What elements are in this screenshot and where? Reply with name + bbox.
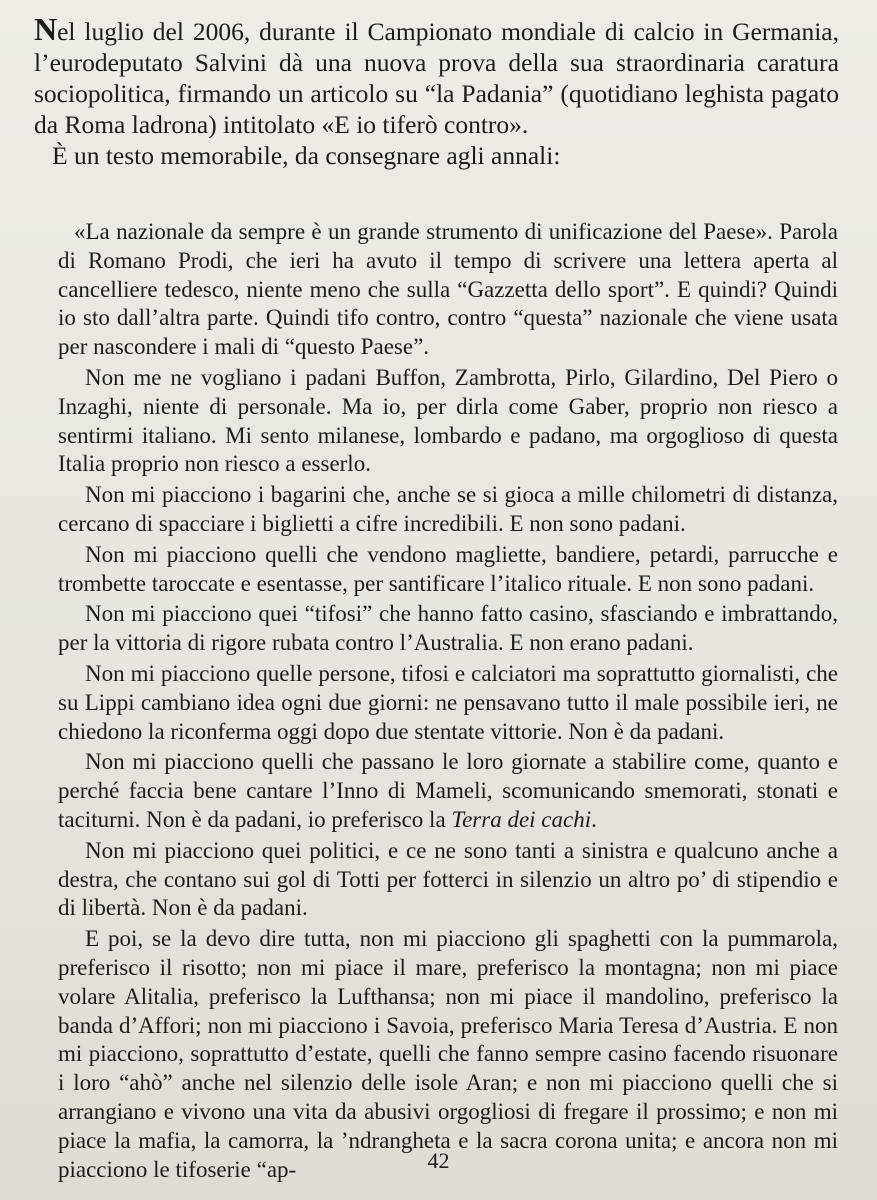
quote-paragraph-text: Non mi piacciono quelli che passano le loro giornate a stabilire come, quanto e perché faccia bene cantare l’Inno di Mameli, scomunicando smemorati, stonati e taciturni. Non è da padani, io preferisco la xyxy=(58,749,838,832)
intro-paragraph-2: È un testo memorabile, da consegnare agli annali: xyxy=(52,141,561,170)
quote-paragraph: Non mi piacciono quei “tifosi” che hanno fatto casino, sfasciando e imbrattando, per la vittoria di rigore rubata contro l’Australia. E non erano padani. xyxy=(58,601,838,656)
quote-paragraph: E poi, se la devo dire tutta, non mi piacciono gli spaghetti con la pummarola, preferisco il risotto; non mi piace il mare, preferisco la montagna; non mi piace volare Alitalia, preferisco la Lufthansa; non mi piace il mandolino, preferisco la banda d’Affori; non mi piacciono i Savoia, preferisco Maria Teresa d’Austria. E non mi piacciono, soprattutto d’estate, quelli che fanno sempre casino facendo risuonare i loro “ahò” anche nel silenzio delle isole Aran; e non mi piacciono quelli che si arrangiano e vivono una vita da abusivi orgogliosi di fregare il prossimo; e non mi piace la mafia, la camorra, la ’ndrangheta e la sacra corona unita; e ancora non mi piacciono le tifoserie “ap- xyxy=(58,926,838,1182)
intro-paragraph-1 xyxy=(34,11,839,140)
quote-paragraph: Non me ne vogliano i padani Buffon, Zambrotta, Pirlo, Gilardino, Del Piero o Inzaghi, niente di personale. Ma io, per dirla come Gaber, proprio non riesco a sentirmi italiano. Mi sento milanese, lombardo e padano, ma orgoglioso di questa Italia proprio non riesco a esserlo. xyxy=(58,364,838,477)
quote-paragraph: Non mi piacciono quelli che vendono magliette, bandiere, petardi, parrucche e trombette taroccate e esentasse, per santificare l’italico rituale. E non sono padani. xyxy=(58,541,838,596)
quoted-article xyxy=(58,218,838,1186)
italic-title: Terra dei cachi xyxy=(451,806,592,832)
quote-paragraph: Non mi piacciono i bagarini che, anche se si gioca a mille chilometri di distanza, cercano di spacciare i biglietti a cifre incredibili. E non sono padani. xyxy=(58,482,838,536)
page-number: 42 xyxy=(427,1148,450,1173)
quote-paragraph: Non mi piacciono quelle persone, tifosi e calciatori ma soprattutto giornalisti, che su Lippi cambiano idea ogni due giorni: ne pensavano tutto il male possibile ieri, ne chiedono la riconferma oggi dopo due stentate vittorie. Non è da padani. xyxy=(58,660,838,744)
quote-paragraph: «La nazionale da sempre è un grande strumento di unificazione del Paese». Parola di Romano Prodi, che ieri ha avuto il tempo di scrivere una lettera aperta al cancelliere tedesco, niente meno che sulla “Gazzetta dello sport”. E quindi? Quindi io sto dall’altra parte. Quindi tifo contro, contro “questa” nazionale che viene usata per nascondere i mali di “questo Paese”. xyxy=(58,219,838,360)
intro-paragraph-1-text: el luglio del 2006, durante il Campionato mondiale di calcio in Germania, l’eurodeputato Salvini dà una nuova prova della sua straordinaria caratura sociopolitica, firmando un articolo su “la Padania” (quotidiano leghista pagato da Roma ladrona) intitolato «E io tiferò contro». xyxy=(34,17,839,139)
quote-paragraph: Non mi piacciono quei politici, e ce ne sono tanti a sinistra e qualcuno anche a destra, che contano sui gol di Totti per fotterci in silenzio un altro po’ di stipendio e di libertà. Non è da padani. xyxy=(58,837,838,921)
italic-title-tail: . xyxy=(591,806,597,832)
intro-text xyxy=(34,11,839,171)
quote-paragraph xyxy=(58,748,838,834)
drop-cap: N xyxy=(34,11,58,47)
